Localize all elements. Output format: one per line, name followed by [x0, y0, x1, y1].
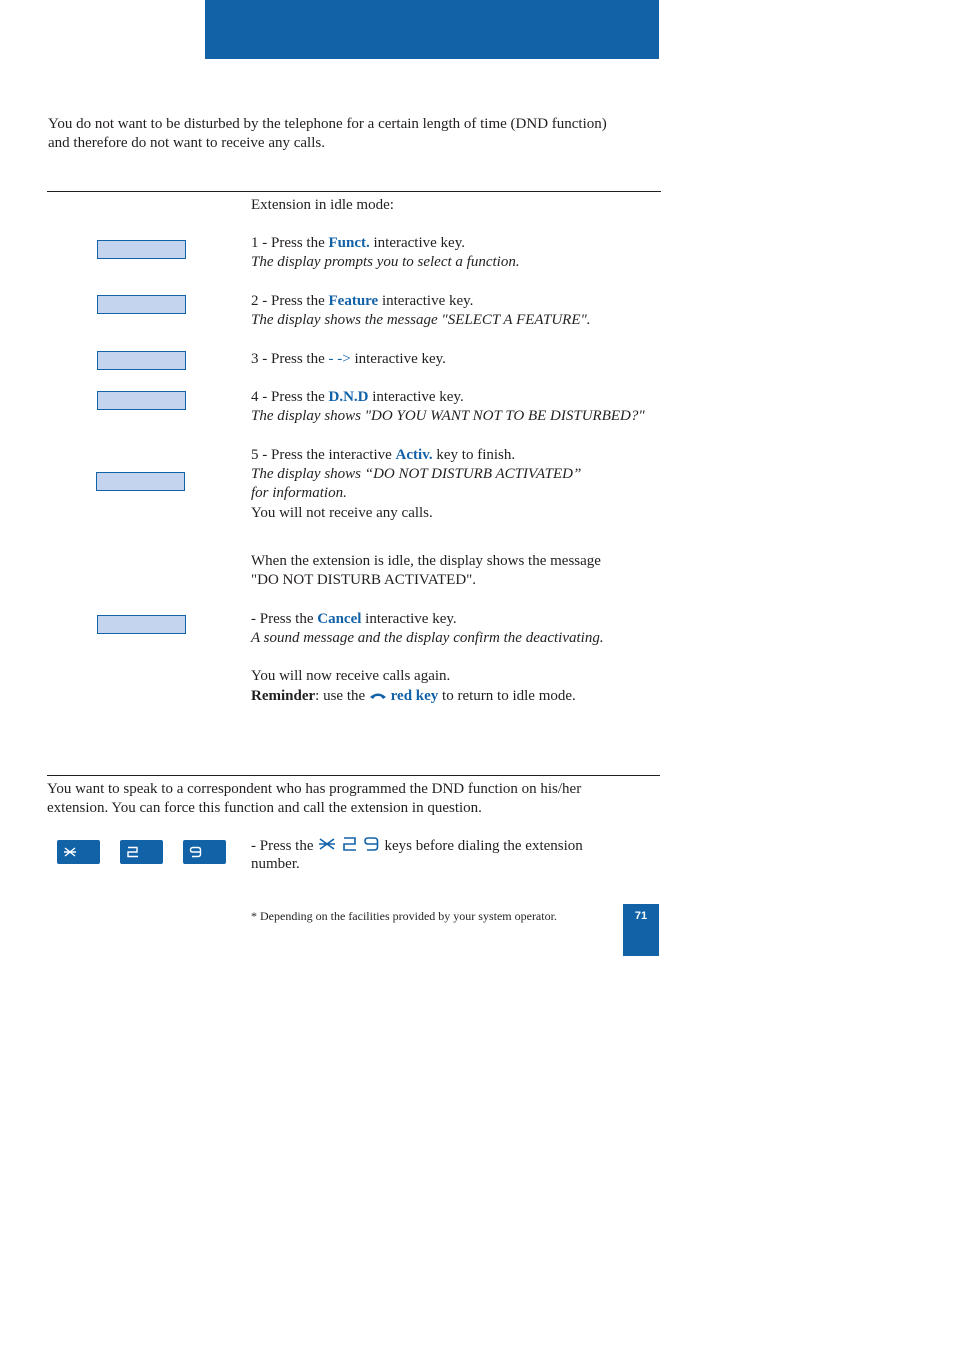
feature-softkey[interactable]: [97, 295, 186, 314]
activ-softkey[interactable]: [96, 472, 185, 491]
star-inline-icon: [317, 836, 337, 858]
step-5-text: 5 - Press the interactive: [251, 447, 396, 463]
step-2-text: 2 - Press the: [251, 293, 329, 309]
reminder-label: Reminder: [251, 688, 316, 704]
step-4-note: The display shows "DO YOU WANT NOT TO BE DISTURBED?": [251, 408, 645, 424]
cancel-key-label: Cancel: [317, 611, 362, 627]
calls-again: You will now receive calls again.: [251, 668, 451, 684]
step-4-text-end: interactive key.: [368, 389, 464, 405]
step-1-text-end: interactive key.: [369, 235, 465, 251]
step-1-text: 1 - Press the: [251, 235, 329, 251]
step-5-note-2: for information.: [251, 485, 347, 501]
step-5-text-end: key to finish.: [432, 447, 516, 463]
step-5-key-label: Activ.: [395, 447, 433, 463]
reminder-text-end: to return to idle mode.: [438, 688, 576, 704]
step-5-note-1: The display shows “DO NOT DISTURB ACTIVATED”: [251, 466, 582, 482]
step-3: [251, 350, 446, 369]
step-2-key-label: Feature: [328, 293, 379, 309]
step-2: [251, 292, 473, 311]
reminder: [251, 687, 576, 708]
idle-mode-label: Extension in idle mode:: [251, 197, 394, 213]
cancel-idle-line-1: When the extension is idle, the display shows the message: [251, 553, 601, 569]
intro-line-2: and therefore do not want to receive any calls.: [48, 135, 325, 151]
step-5-result: You will not receive any calls.: [251, 505, 433, 521]
cancel-step-text: - Press the: [251, 611, 318, 627]
force-step-text: - Press the: [251, 838, 318, 854]
digit-nine-icon: [189, 846, 203, 858]
two-key-button[interactable]: [120, 840, 163, 864]
cancel-step: [251, 610, 457, 629]
nine-key-button[interactable]: [183, 840, 226, 864]
step-3-key-label: - ->: [328, 351, 351, 367]
section-divider-1: [47, 191, 661, 192]
step-2-note: The display shows the message "SELECT A FEATURE".: [251, 312, 591, 328]
step-1-key-label: Funct.: [328, 235, 370, 251]
force-step-line-2: number.: [251, 856, 300, 872]
page-number-tab: [623, 904, 659, 956]
star-key-button[interactable]: [57, 840, 100, 864]
two-inline-icon: [341, 836, 359, 858]
step-4-text: 4 - Press the: [251, 389, 329, 405]
arrow-softkey[interactable]: [97, 351, 186, 370]
step-1-note: The display prompts you to select a function.: [251, 254, 520, 270]
cancel-note: A sound message and the display confirm the deactivating.: [251, 630, 604, 646]
step-2-text-end: interactive key.: [378, 293, 474, 309]
force-line-1: You want to speak to a correspondent who has programmed the DND function on his/her: [47, 781, 582, 797]
step-1: [251, 234, 465, 253]
header-banner: [205, 0, 659, 59]
step-4-key-label: D.N.D: [328, 389, 369, 405]
funct-softkey[interactable]: [97, 240, 186, 259]
section-divider-2: [47, 775, 660, 776]
digit-two-icon: [126, 846, 140, 858]
force-step-text-end: keys before dialing the extension: [380, 838, 583, 854]
dnd-softkey[interactable]: [97, 391, 186, 410]
step-3-text: 3 - Press the: [251, 351, 329, 367]
cancel-step-text-end: interactive key.: [361, 611, 457, 627]
star-icon: [63, 846, 77, 858]
page-number: 71: [634, 910, 648, 922]
force-step: [251, 836, 583, 858]
force-line-2: extension. You can force this function and call the extension in question.: [47, 800, 482, 816]
nine-inline-icon: [363, 836, 381, 858]
intro-line-1: You do not want to be disturbed by the telephone for a certain length of time (DND function): [48, 116, 607, 132]
footnote: * Depending on the facilities provided by your system operator.: [251, 909, 557, 923]
red-key-icon: [369, 689, 387, 708]
reminder-text: : use the: [315, 688, 369, 704]
cancel-idle-line-2: "DO NOT DISTURB ACTIVATED".: [251, 572, 477, 588]
step-5: [251, 446, 515, 465]
step-3-text-end: interactive key.: [350, 351, 446, 367]
reminder-key-label: red key: [390, 688, 439, 704]
cancel-softkey[interactable]: [97, 615, 186, 634]
step-4: [251, 388, 464, 407]
